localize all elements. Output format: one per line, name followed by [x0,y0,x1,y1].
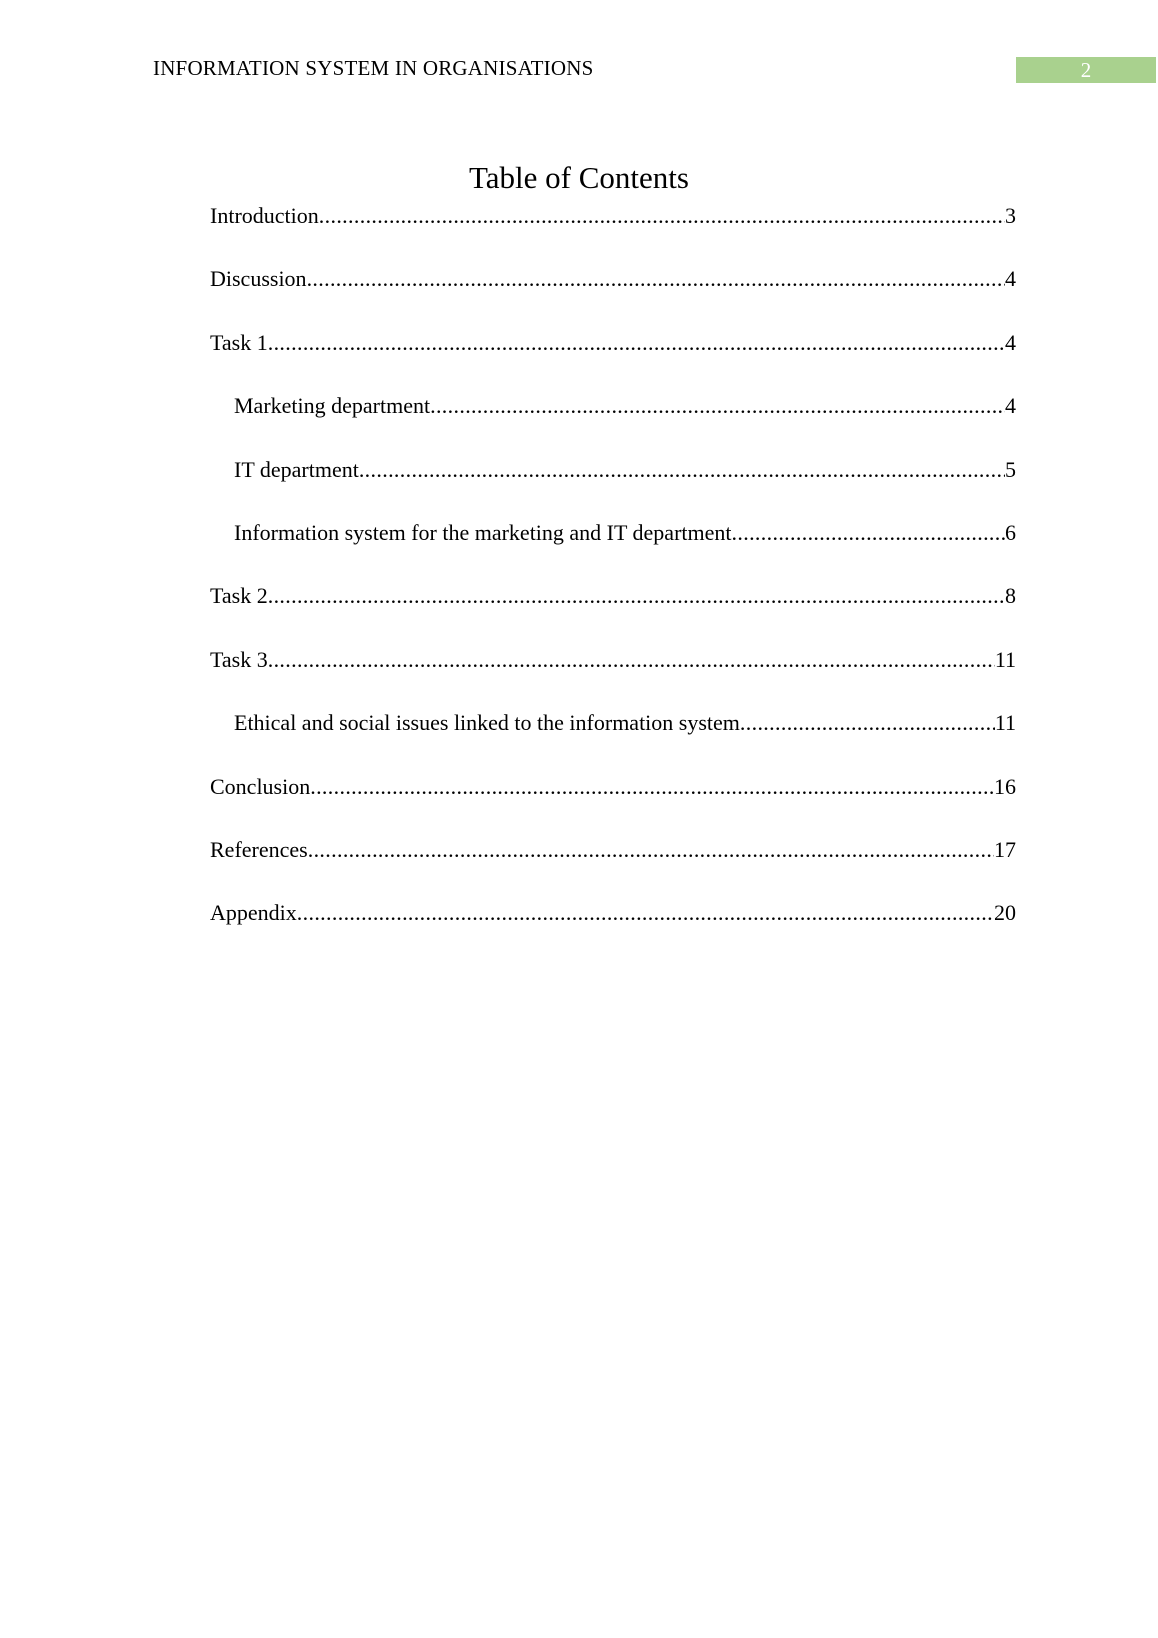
toc-dot-leader [307,262,1005,296]
toc-dot-leader [308,833,994,867]
table-of-contents [210,199,1016,960]
toc-dot-leader [310,770,994,804]
toc-entry-label: Appendix [210,900,297,926]
toc-entry-information-system[interactable] [210,516,1016,579]
toc-entry-label: Task 3 [210,646,268,672]
toc-entry-label: Introduction [210,203,319,228]
toc-entry-page: 16 [994,773,1016,799]
toc-entry-references[interactable] [210,833,1016,896]
toc-entry-page: 6 [1005,519,1016,545]
toc-dot-leader [297,896,994,930]
toc-entry-appendix[interactable] [210,896,1016,959]
toc-entry-page: 11 [994,646,1016,672]
toc-entry-it-department[interactable] [210,453,1016,516]
toc-entry-label: Marketing department [234,393,431,419]
toc-dot-leader [319,199,1005,233]
toc-dot-leader [268,326,1005,360]
toc-entry-page: 8 [1005,583,1016,609]
toc-entry-task-2[interactable] [210,579,1016,642]
toc-entry-discussion[interactable] [210,262,1016,325]
toc-entry-label: Task 2 [210,583,268,609]
toc-entry-label: IT department [234,456,359,482]
toc-entry-marketing-department[interactable] [210,389,1016,452]
toc-entry-page: 4 [1005,329,1016,355]
toc-dot-leader [732,516,1005,550]
toc-entry-page: 20 [994,900,1016,926]
running-header-title: INFORMATION SYSTEM IN ORGANISATIONS [153,56,594,80]
toc-entry-conclusion[interactable] [210,770,1016,833]
toc-entry-label: Task 1 [210,329,268,355]
toc-entry-task-1[interactable] [210,326,1016,389]
toc-entry-page: 17 [994,836,1016,862]
toc-entry-page: 3 [1005,203,1016,228]
toc-entry-label: References [210,836,308,862]
toc-dot-leader [740,706,995,740]
page-number-badge: 2 [1016,57,1156,83]
toc-entry-page: 4 [1005,393,1016,419]
toc-entry-label: Discussion [210,266,307,292]
toc-dot-leader [430,389,1005,423]
toc-dot-leader [268,579,1005,613]
toc-entry-task-3[interactable] [210,643,1016,706]
toc-entry-page: 11 [994,710,1016,736]
toc-entry-ethical-social-issues[interactable] [210,706,1016,769]
toc-dot-leader [359,453,1005,487]
toc-heading: Table of Contents [469,160,689,195]
toc-entry-page: 5 [1005,456,1016,482]
toc-entry-page: 4 [1005,266,1016,292]
toc-entry-label: Conclusion [210,773,311,799]
toc-entry-label: Information system for the marketing and IT department [234,519,732,545]
toc-entry-introduction[interactable] [210,199,1016,262]
toc-dot-leader [268,643,995,677]
toc-entry-label: Ethical and social issues linked to the information system [234,710,740,736]
